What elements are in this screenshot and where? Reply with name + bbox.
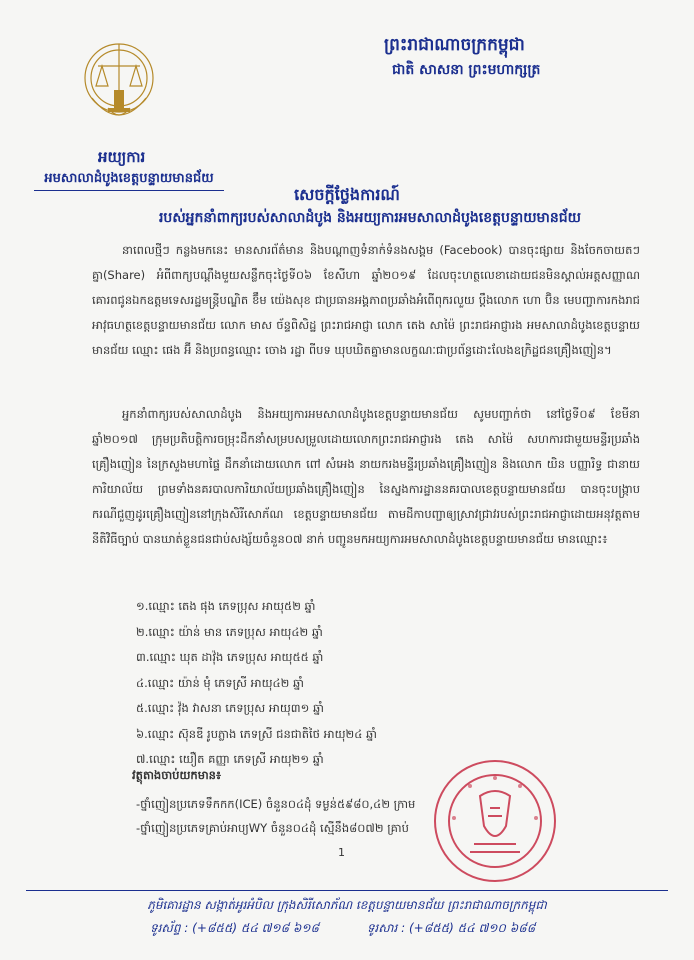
document-title: សេចក្តីថ្លែងការណ៍ (294, 185, 400, 204)
body-paragraph-2: អ្នកនាំពាក្យរបស់សាលាដំបូង និងអយ្យការអមសាលាដំបូងខេត្តបន្ទាយមានជ័យ សូមបញ្ជាក់ថា នៅថ្ងៃទី០៩ ខែមីនា ឆ្នាំ២០១៧ ក្រុមប្រតិបត្តិការចម្រុះដឹកនាំសម្របសម្រួលដោយលោកព្រះរាជអាជ្ញារង តេង សាម៉ៃ សហការជាមួយមន្ទីរប្រឆាំងគ្រឿងញៀន នៃក្រសួងមហាផ្ទៃ ដឹកនាំដោយលោក ពៅ សំអេង នាយករងមន្ទីរប្រឆាំងគ្រឿងញៀន និងលោក យិន បញ្ញារិទ្ធ ជានាយការិយាល័យ ព្រមទាំងនគរបាលការិយាល័យប្រឆាំងគ្រឿងញៀន នៃស្នងការដ្ឋាននគរបាលខេត្តបន្ទាយមានជ័យ បានចុះបង្ក្រាបករណីជួញដូរគ្រឿងញៀននៅក្រុងសិរីសោភ័ណ ខេត្តបន្ទាយមានជ័យ តាមដីកាបញ្ជាឲ្យស្រាវជ្រាវរបស់ព្រះរាជអាជ្ញាដោយអនុវត្តតាមនីតិវិធីច្បាប់ បានឃាត់ខ្លួនជនជាប់សង្ស័យចំនួន០៧ នាក់ បញ្ជូនមកអយ្យការអមសាលាដំបូងខេត្តបន្ទាយមានជ័យ មានឈ្មោះ៖ (92, 407, 640, 546)
suspect-item: ៥.ឈ្មោះ វ៉ុង វាសនា ភេទប្រុស អាយុ៣១ ឆ្នាំ (136, 701, 324, 715)
footer-phone: ទូរស័ព្ទ : (+៨៥៥) ៥៤ ៧១៨ ៦១៨ (150, 921, 319, 935)
exhibit-list (136, 792, 415, 840)
page-number: 1 (338, 846, 345, 859)
suspect-item: ៣.ឈ្មោះ ឃុត ដាវ៉ុង ភេទប្រុស អាយុ៥៥ ឆ្នាំ (136, 650, 324, 664)
footer-contact (150, 920, 579, 938)
court-emblem-icon (78, 36, 160, 136)
suspect-item: ៤.ឈ្មោះ យ៉ាន់ មុំ ភេទស្រី អាយុ៤២ ឆ្នាំ (136, 675, 304, 690)
exhibit-item: -ថ្នាំញៀនប្រភេទទឹកកក(ICE) ចំនួន០៤ដុំ ទម្ងន់៥៩៨០,៤២ ក្រាម (136, 797, 416, 811)
org-subtitle: អមសាលាដំបូងខេត្តបន្ទាយមានជ័យ (44, 171, 214, 186)
footer-address: ភូមិគោរដ្ឋាន សង្កាត់អូរអំបិល ក្រុងសិរីសោភ័ណ ខេត្តបន្ទាយមានជ័យ ព្រះរាជាណាចក្រកម្ពុជា (147, 898, 547, 912)
footer-fax: ទូរសារ : (+៨៥៥) ៥៤ ៧១០ ៦៨៨ (366, 921, 536, 935)
exhibit-item: -ថ្នាំញៀនប្រភេទគ្រាប់អាប្យWY ចំនួន០៤ដុំ ស្មើនឹង៨០៧២ គ្រាប់ (136, 821, 409, 835)
kingdom-heading: ព្រះរាជាណាចក្រកម្ពុជា (384, 35, 525, 55)
exhibits-heading: វត្ថុតាងចាប់យកមាន៖ (132, 768, 222, 782)
suspect-list (136, 594, 377, 773)
suspect-item: ១.ឈ្មោះ តេង ផុង ភេទប្រុស អាយុ៥២ ឆ្នាំ (136, 599, 316, 613)
suspect-item: ៧.ឈ្មោះ យឿត គញ្ញា ភេទស្រី អាយុ២១ ឆ្នាំ (136, 752, 324, 766)
suspect-item: ២.ឈ្មោះ យ៉ាន់ មាន ភេទប្រុស អាយុ៤២ ឆ្នាំ (136, 624, 323, 639)
document-subtitle: របស់អ្នកនាំពាក្យរបស់សាលាដំបូង និងអយ្យការអមសាលាដំបូងខេត្តបន្ទាយមានជ័យ (158, 210, 581, 226)
body-paragraph-1: នាពេលថ្មីៗ កន្លងមកនេះ មានសារព័ត៌មាន និងបណ្តាញទំនាក់ទំនងសង្គម (Facebook) បានចុះផ្សាយ និងចែកចាយតៗគ្នា(Share) អំពីពាក្យបណ្តឹងមួយសន្លឹកចុះថ្ងៃទី០៦ ខែសីហា ឆ្នាំ២០១៩ ដែលចុះហត្ថលេខាដោយជនមិនស្គាល់អត្តសញ្ញាណ គោរពជូនឯកឧត្តមទេសរដ្ឋមន្ត្រីបណ្ឌិត ខ៊ឹម យ៉េងសុខ ជាប្រធានអង្គភាពប្រឆាំងអំពើពុករលួយ ប្តឹងលោក ហោ ប៊ិន មេបញ្ជាការកងរាជអាវុធហត្ថខេត្តបន្ទាយមានជ័យ លោក មាស ច័ន្ទពិសិដ្ឋ ព្រះរាជអាជ្ញា លោក តេង សាម៉ៃ ព្រះរាជអាជ្ញារង អមសាលាដំបូងខេត្តបន្ទាយមានជ័យ ឈ្មោះ ផេង អ៊ី និងប្រពន្ធឈ្មោះ ចោង រដ្ឋា ពីបទ ឃុបឃិតគ្នាមានលក្ខណៈជាប្រព័ន្ធដោះលែងឧក្រិដ្ឋជនគ្រឿងញៀន។ (92, 243, 640, 357)
footer-divider (26, 890, 668, 891)
suspect-item: ៦.ឈ្មោះ ស៊ុនឌី រូបភ្លាង ភេទស្រី ជនជាតិថៃ អាយុ២៤ ឆ្នាំ (136, 726, 377, 741)
official-seal-icon (430, 756, 560, 886)
national-motto: ជាតិ សាសនា ព្រះមហាក្សត្រ (392, 62, 541, 78)
org-title: អយ្យការ (98, 148, 146, 166)
